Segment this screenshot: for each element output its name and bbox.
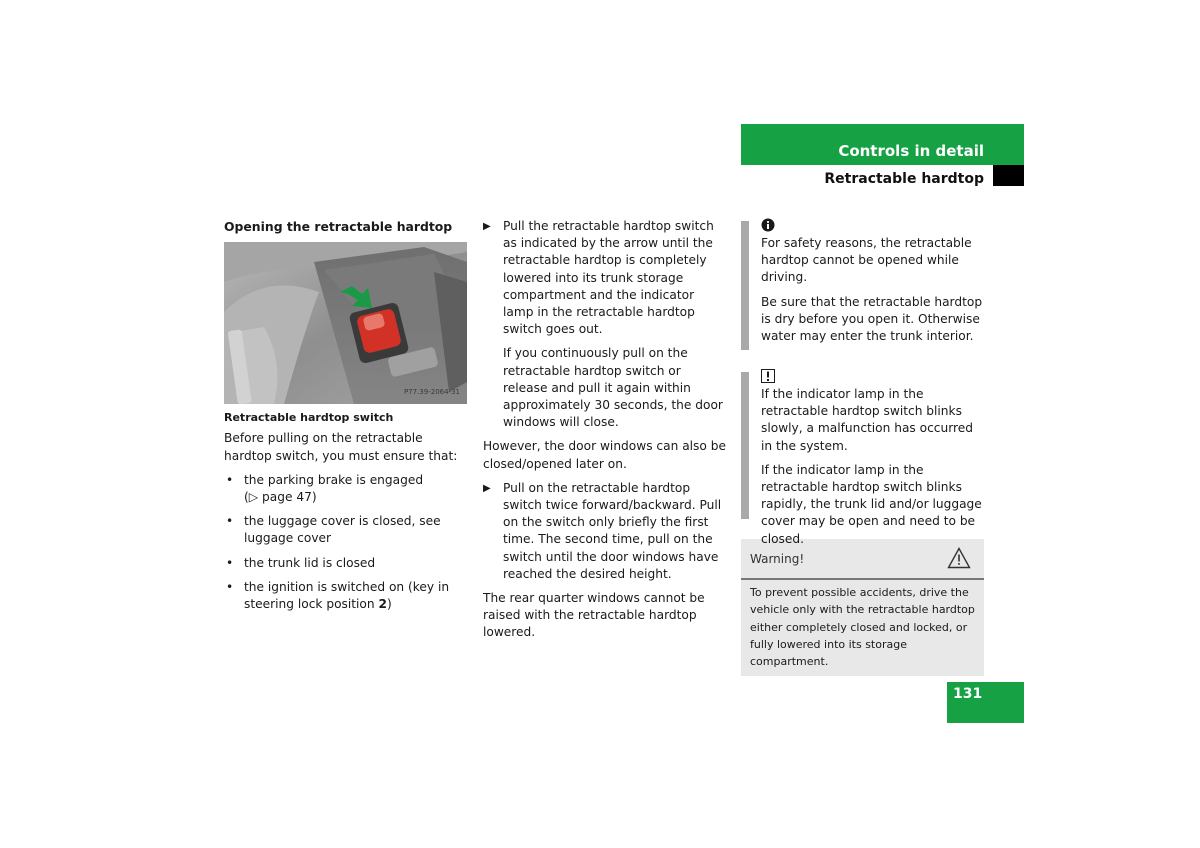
- bullet-text-end: ): [386, 597, 392, 612]
- caution-note: [741, 369, 984, 546]
- caution-text: If the indicator lamp in the retractable hardtop switch blinks rapidly, the trunk lid and/or luggage cover may be open and need to be closed.: [761, 462, 982, 546]
- info-note: [741, 218, 984, 350]
- image-code: P77.39-2064-31: [403, 388, 460, 396]
- page-number: 131: [953, 686, 983, 702]
- switch-illustration: [224, 242, 467, 404]
- list-item: [224, 579, 470, 613]
- warning-box: [741, 539, 984, 676]
- image-caption: Retractable hardtop switch: [224, 411, 394, 425]
- switch-photo: [224, 242, 467, 404]
- exclamation-icon: [761, 369, 775, 383]
- left-column: [224, 218, 470, 620]
- warning-triangle-icon: [947, 547, 971, 574]
- step-note: If you continuously pull on the retractable hardtop switch or release and pull it again within approximately 30 seconds, the door windows will close.: [503, 346, 723, 430]
- warning-text: To prevent possible accidents, drive the vehicle only with the retractable hardtop either completely closed and locked, or fully lowered into its storage compartment.: [750, 586, 975, 669]
- warning-header: [741, 539, 984, 580]
- precondition-list: [224, 472, 470, 613]
- caution-text: If the indicator lamp in the retractable hardtop switch blinks slowly, a malfunction has occurred in the system.: [761, 387, 974, 453]
- note-bar: [741, 221, 749, 350]
- subsection-title: Retractable hardtop: [824, 171, 984, 187]
- info-text: For safety reasons, the retractable hardtop cannot be opened while driving.: [761, 236, 972, 285]
- bullet-text: the parking brake is engaged: [244, 472, 424, 487]
- intro-paragraph: Before pulling on the retractable hardtop switch, you must ensure that:: [224, 431, 458, 463]
- middle-column: [483, 218, 728, 649]
- list-item: [224, 472, 470, 506]
- info-icon: [761, 218, 775, 232]
- page-reference-link[interactable]: (▷ page 47): [244, 490, 317, 505]
- list-item: • the luggage cover is closed, see luggage cover: [224, 513, 470, 547]
- key-position: 2: [378, 597, 387, 612]
- instruction-step-1: [483, 218, 728, 338]
- paragraph: The rear quarter windows cannot be raised with the retractable hardtop lowered.: [483, 591, 705, 640]
- list-item: • the trunk lid is closed: [224, 555, 470, 572]
- section-title: Controls in detail: [838, 142, 984, 160]
- step-arrow-icon: ▶: [483, 482, 491, 494]
- instruction-step-2: [483, 480, 728, 583]
- step-text: Pull the retractable hardtop switch as indicated by the arrow until the retractable hardtop is completely lowered into its trunk storage compartment and the indicator lamp in the retractable hardtop switch goes out.: [503, 219, 714, 337]
- header-marker: [993, 165, 1024, 186]
- step-text: Pull on the retractable hardtop switch twice forward/backward. Pull on the switch only briefly the first time. The second time, pull on the switch until the door windows have reached the desired height.: [503, 480, 722, 581]
- warning-title: Warning!: [750, 552, 805, 566]
- bullet-text: the ignition is switched on (key in steering lock position: [244, 579, 450, 612]
- note-bar: [741, 372, 749, 519]
- step-arrow-icon: ▶: [483, 221, 491, 232]
- section-heading: Opening the retractable hardtop: [224, 219, 453, 234]
- info-text: Be sure that the retractable hardtop is dry before you open it. Otherwise water may enter the trunk interior.: [761, 294, 983, 344]
- paragraph: However, the door windows can also be closed/opened later on.: [483, 439, 726, 471]
- right-column: [741, 218, 984, 676]
